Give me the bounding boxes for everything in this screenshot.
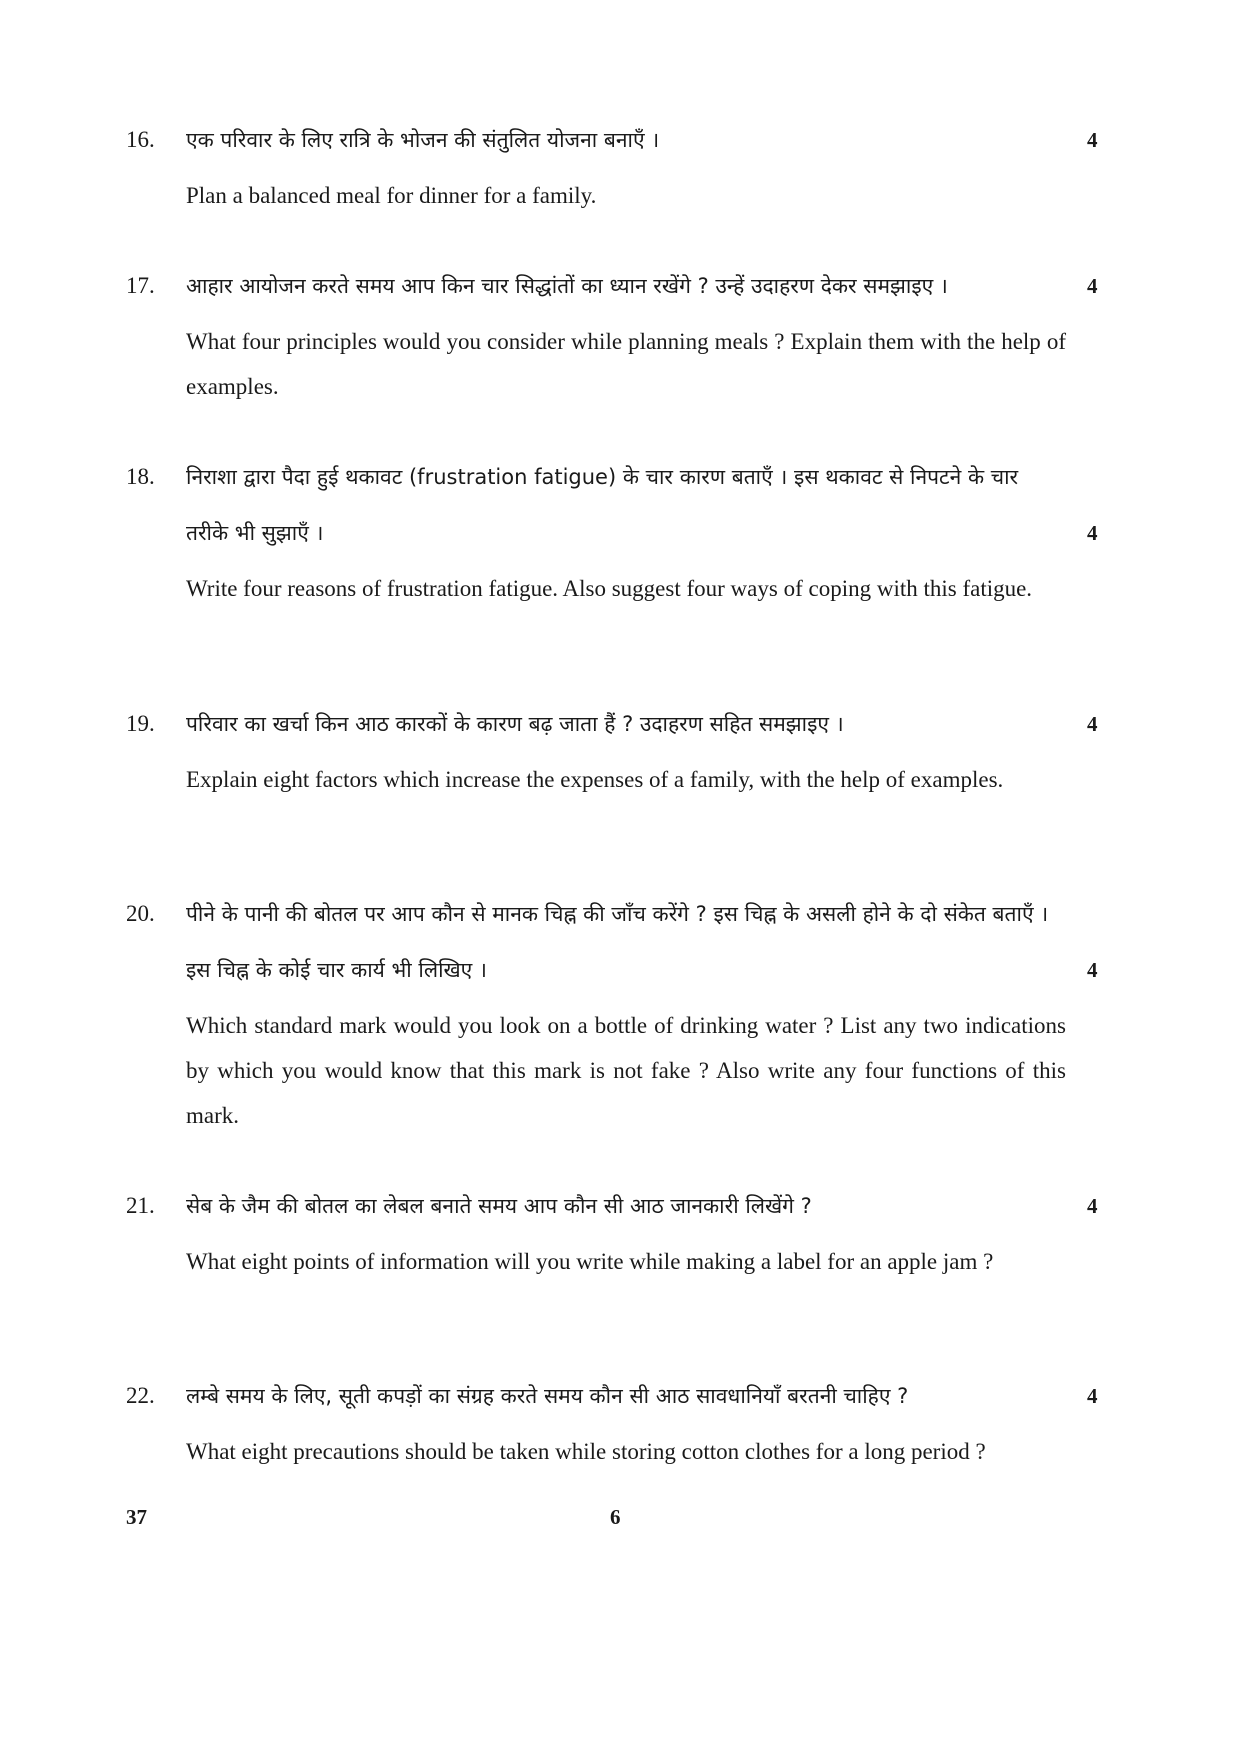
paper-code: 37	[126, 1505, 147, 1529]
question-english-text: Which standard mark would you look on a bottle of drinking water ? List any two indications by which you would know that this mark is not fake ? Also write any four functions of this mark.	[186, 1013, 1066, 1128]
question-marks: 4	[1087, 274, 1098, 298]
question-number: 16.	[126, 127, 155, 152]
question-hindi-text: एक परिवार के लिए रात्रि के भोजन की संतुलित योजना बनाएँ ।	[186, 128, 660, 152]
question-hindi-text: पीने के पानी की बोतल पर आप कौन से मानक चिह्न की जाँच करेंगे ? इस चिह्न के असली होने के दो संकेत बताएँ । इस चिह्न के कोई चार कार्य भी लिखिए ।	[186, 902, 1049, 982]
question-hindi-text: निराशा द्वारा पैदा हुई थकावट (frustration fatigue) के चार कारण बताएँ । इस थकावट से निपटने के चार तरीके भी सुझाएँ ।	[186, 465, 1019, 545]
question-english-text: Write four reasons of frustration fatigue. Also suggest four ways of coping with this fatigue.	[186, 576, 1033, 601]
question-number: 21.	[126, 1193, 155, 1218]
question-hindi-text: आहार आयोजन करते समय आप किन चार सिद्धांतों का ध्यान रखेंगे ? उन्हें उदाहरण देकर समझाइए ।	[186, 274, 948, 298]
question-english-text: What eight precautions should be taken while storing cotton clothes for a long period ?	[186, 1439, 986, 1464]
question-number: 18.	[126, 464, 155, 489]
question-english-text: What four principles would you consider while planning meals ? Explain them with the help of examples.	[186, 329, 1066, 399]
question-hindi-text: लम्बे समय के लिए, सूती कपड़ों का संग्रह करते समय कौन सी आठ सावधानियाँ बरतनी चाहिए ?	[186, 1384, 909, 1408]
question-hindi-text: सेब के जैम की बोतल का लेबल बनाते समय आप कौन सी आठ जानकारी लिखेंगे ?	[186, 1194, 812, 1218]
question-number: 20.	[126, 901, 155, 926]
question-marks: 4	[1087, 712, 1098, 736]
question-hindi-text: परिवार का खर्चा किन आठ कारकों के कारण बढ़ जाता हैं ? उदाहरण सहित समझाइए ।	[186, 712, 844, 736]
question-english-text: Explain eight factors which increase the expenses of a family, with the help of examples.	[186, 767, 1004, 792]
question-number: 19.	[126, 711, 155, 736]
question-marks: 4	[1087, 1384, 1098, 1408]
question-english-text: What eight points of information will you write while making a label for an apple jam ?	[186, 1249, 994, 1274]
question-number: 17.	[126, 273, 155, 298]
page-number: 6	[610, 1505, 621, 1529]
question-marks: 4	[1087, 128, 1098, 152]
question-marks: 4	[1087, 958, 1098, 982]
question-english-text: Plan a balanced meal for dinner for a family.	[186, 183, 597, 208]
question-marks: 4	[1087, 1194, 1098, 1218]
question-number: 22.	[126, 1383, 155, 1408]
question-marks: 4	[1087, 521, 1098, 545]
